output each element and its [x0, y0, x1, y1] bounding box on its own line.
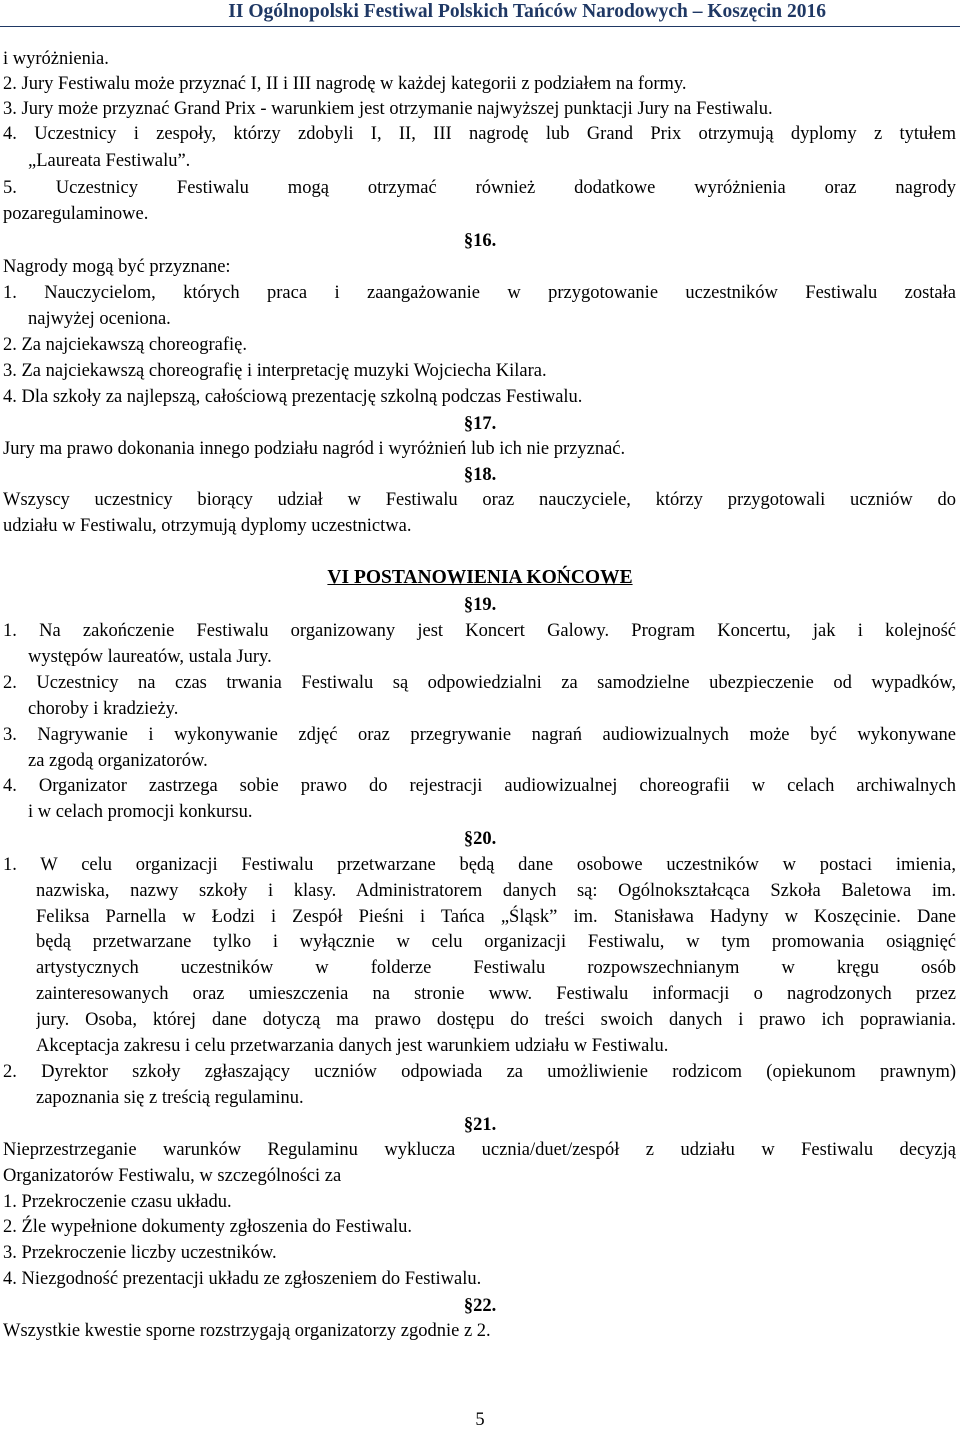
text-line: pozaregulaminowe. — [3, 204, 149, 224]
text-line: zapoznania się z treścią regulaminu. — [36, 1088, 304, 1108]
text-line: za zgodą organizatorów. — [28, 751, 208, 771]
text-line: 1. Przekroczenie czasu układu. — [3, 1192, 232, 1212]
text-line: artystycznych uczestników w folderze Festiwalu rozpowszechnianym w kręgu osób — [36, 958, 956, 978]
text-line: 5. Uczestnicy Festiwalu mogą otrzymać również dodatkowe wyróżnienia oraz nagrody — [3, 178, 956, 198]
text-line: 2. Źle wypełnione dokumenty zgłoszenia do Festiwalu. — [3, 1217, 412, 1237]
section-number-text: 17. — [473, 414, 497, 434]
text-line: najwyżej oceniona. — [28, 309, 171, 329]
text-line: Jury ma prawo dokonania innego podziału nagród i wyróżnień lub ich nie przyznać. — [3, 439, 626, 459]
section-number-text: 20. — [473, 829, 497, 849]
section-number — [0, 1293, 960, 1319]
text-line: Feliksa Parnella w Łodzi i Zespół Pieśni i Tańca „Śląsk” im. Stanisława Hadyny w Koszęcinie. Dane — [36, 907, 956, 927]
text-line: 3. Jury może przyznać Grand Prix - warunkiem jest otrzymanie najwyższej punktacji Jury na Festiwalu. — [3, 99, 773, 119]
page-number: 5 — [475, 1410, 485, 1430]
section-number-text: 19. — [473, 595, 497, 615]
section-mark: § — [463, 231, 474, 251]
section-mark: § — [463, 595, 474, 615]
text-line: 3. Nagrywanie i wykonywanie zdjęć oraz przegrywanie nagrań audiowizualnych może być wykonywane — [3, 725, 956, 745]
section-number-text: 18. — [473, 465, 497, 485]
text-line: jury. Osoba, której dane dotyczą ma prawo dostępu do treści swoich danych i prawo ich poprawiania. — [36, 1010, 956, 1030]
section-number-text: 16. — [473, 231, 497, 251]
text-line: 1. W celu organizacji Festiwalu przetwarzane będą dane osobowe uczestników w postaci imienia, — [3, 855, 956, 875]
text-line: 1. Nauczycielom, których praca i zaangażowanie w przygotowanie uczestników Festiwalu została — [3, 283, 956, 303]
section-number — [0, 592, 960, 618]
text-line: 4. Dla szkoły za najlepszą, całościową prezentację szkolną podczas Festiwalu. — [3, 387, 583, 407]
text-line: udziału w Festiwalu, otrzymują dyplomy uczestnictwa. — [3, 516, 412, 536]
text-line: Nagrody mogą być przyznane: — [3, 257, 231, 277]
section-mark: § — [463, 1296, 474, 1316]
header-rule — [0, 26, 960, 27]
text-line: 3. Za najciekawszą choreografię i interpretację muzyki Wojciecha Kilara. — [3, 361, 547, 381]
text-line: Akceptacja zakresu i celu przetwarzania danych jest warunkiem udziału w Festiwalu. — [36, 1036, 669, 1056]
text-line: Organizatorów Festiwalu, w szczególności za — [3, 1166, 342, 1186]
page-header — [0, 0, 960, 26]
text-line: 4. Uczestnicy i zespoły, którzy zdobyli I, II, III nagrodę lub Grand Prix otrzymują dyplomy z tytułem — [3, 124, 956, 144]
text-line: choroby i kradzieży. — [28, 699, 179, 719]
text-line: i wyróżnienia. — [3, 49, 109, 69]
text-line: Nieprzestrzeganie warunków Regulaminu wyklucza ucznia/duet/zespół z udziału w Festiwalu decyzją — [3, 1140, 956, 1160]
chapter-heading: VI POSTANOWIENIA KOŃCOWE — [327, 567, 633, 588]
text-line: 2. Dyrektor szkoły zgłaszający uczniów odpowiada za umożliwienie rodzicom (opiekunom prawnym) — [3, 1062, 956, 1082]
text-line: występów laureatów, ustala Jury. — [28, 647, 272, 667]
section-number-text: 22. — [473, 1296, 497, 1316]
text-line: 2. Jury Festiwalu może przyznać I, II i III nagrodę w każdej kategorii z podziałem na formy. — [3, 74, 687, 94]
section-number — [0, 462, 960, 488]
text-line: i w celach promocji konkursu. — [28, 802, 253, 822]
text-line: 2. Uczestnicy na czas trwania Festiwalu są odpowiedzialni za samodzielne ubezpieczenie od wypadków, — [3, 673, 956, 693]
text-line: 3. Przekroczenie liczby uczestników. — [3, 1243, 277, 1263]
section-number — [0, 826, 960, 852]
section-mark: § — [463, 829, 474, 849]
text-line: 2. Za najciekawszą choreografię. — [3, 335, 247, 355]
text-line: 4. Niezgodność prezentacji układu ze zgłoszeniem do Festiwalu. — [3, 1269, 482, 1289]
section-number-text: 21. — [473, 1115, 497, 1135]
text-line: „Laureata Festiwalu”. — [28, 151, 191, 171]
section-mark: § — [463, 414, 474, 434]
text-line: będą przetwarzane tylko i wyłącznie w celu organizacji Festiwalu, w tym promowania osiągnięć — [36, 932, 956, 952]
section-number — [0, 411, 960, 437]
text-line: 4. Organizator zastrzega sobie prawo do rejestracji audiowizualnej choreografii w celach archiwalnych — [3, 776, 956, 796]
section-mark: § — [463, 465, 474, 485]
section-mark: § — [463, 1115, 474, 1135]
section-number — [0, 228, 960, 254]
text-line: 1. Na zakończenie Festiwalu organizowany jest Koncert Galowy. Program Koncertu, jak i kolejność — [3, 621, 956, 641]
text-line: zainteresowanych oraz umieszczenia na stronie www. Festiwalu informacji o nagrodzonych przez — [36, 984, 956, 1004]
section-number — [0, 1112, 960, 1138]
header-title: II Ogólnopolski Festiwal Polskich Tańców Narodowych – Koszęcin 2016 — [228, 1, 826, 22]
text-line: nazwiska, nazwy szkoły i klasy. Administratorem danych są: Ogólnokształcąca Szkoła Baletowa im. — [36, 881, 956, 901]
text-line: Wszyscy uczestnicy biorący udział w Festiwalu oraz nauczyciele, którzy przygotowali uczniów do — [3, 490, 956, 510]
text-line: Wszystkie kwestie sporne rozstrzygają organizatorzy zgodnie z 2. — [3, 1321, 491, 1341]
